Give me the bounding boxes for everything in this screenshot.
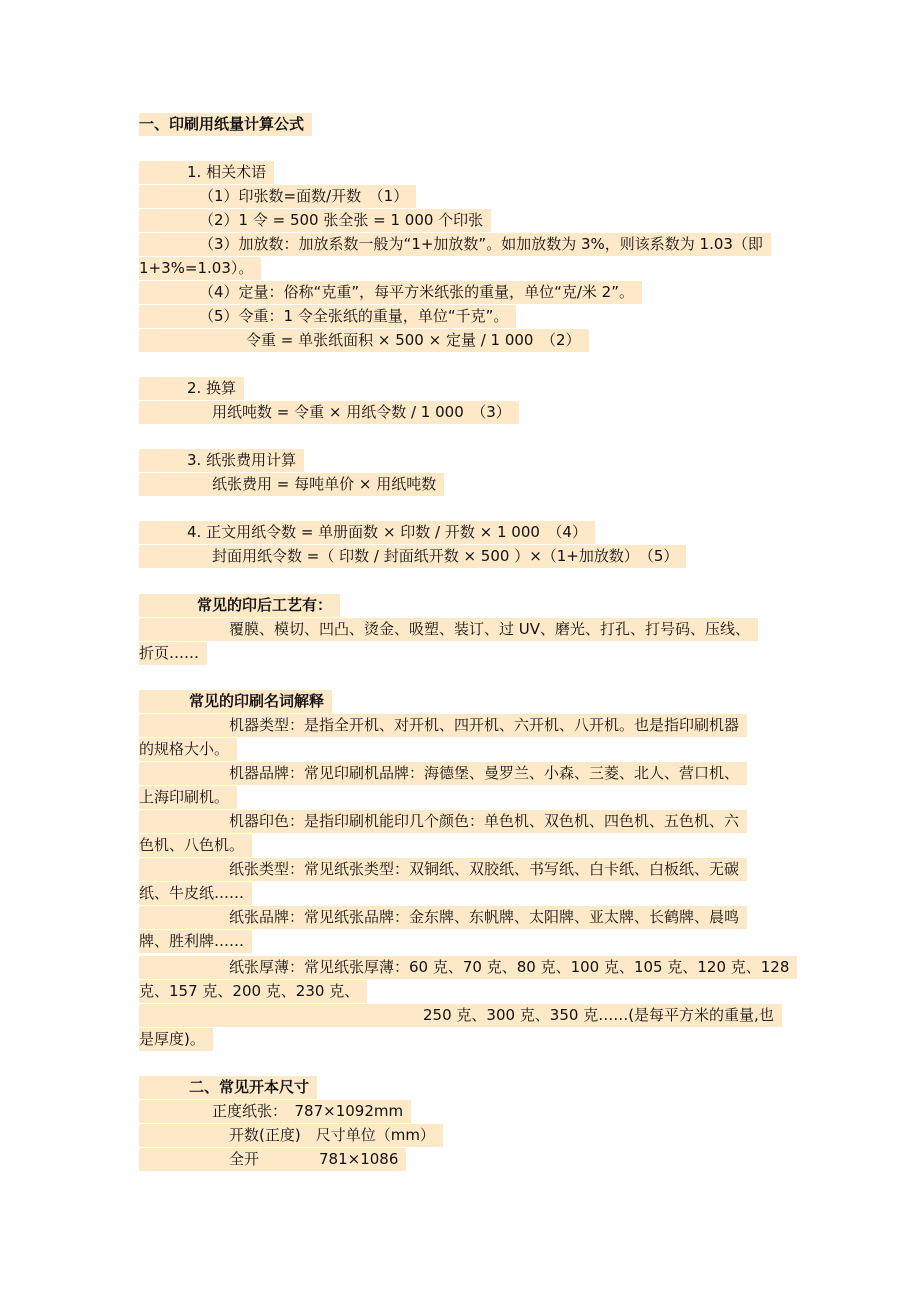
text: （2）1 令 = 500 张全张 = 1 000 个印张: [139, 209, 491, 232]
paragraph-line: [139, 305, 516, 328]
text: 折页……: [139, 642, 207, 665]
text: 克、157 克、200 克、230 克、: [139, 980, 367, 1003]
text: 的规格大小。: [139, 738, 237, 761]
paragraph-line: [139, 209, 491, 232]
paragraph-line: [139, 618, 758, 641]
paragraph-line: [139, 1028, 213, 1051]
text: （5）令重：1 令全张纸的重量，单位“千克”。: [139, 305, 516, 328]
section-heading: [139, 113, 312, 136]
paragraph-line: [139, 786, 237, 809]
section-heading: [139, 690, 332, 713]
section-heading: [139, 1076, 317, 1099]
paragraph-line: [139, 980, 367, 1003]
formula-line: [139, 521, 595, 544]
text: 色机、八色机。: [139, 834, 252, 857]
section-heading: [139, 594, 340, 617]
heading-text: 二、常见开本尺寸: [139, 1076, 317, 1099]
text: （3）加放数：加放系数一般为“1+加放数”。如加放数为 3%，则该系数为 1.03（即: [139, 233, 771, 256]
paragraph-line: [139, 233, 771, 256]
heading-text: 一、印刷用纸量计算公式: [139, 113, 312, 136]
paragraph-line: [139, 858, 747, 881]
text: 开数(正度) 尺寸单位（mm）: [139, 1124, 443, 1147]
paragraph-line: [139, 956, 797, 979]
paragraph-line: [139, 906, 747, 929]
paragraph-line: [139, 185, 416, 208]
paragraph-line: [139, 882, 252, 905]
text: 机器印色：是指印刷机能印几个颜色：单色机、双色机、四色机、五色机、六: [139, 810, 747, 833]
formula-line: [139, 329, 589, 352]
text: 1+3%=1.03）。: [139, 257, 261, 280]
paragraph-line: [139, 714, 747, 737]
size-table-row: [139, 1148, 406, 1171]
paragraph-line: [139, 738, 237, 761]
text: 纸张类型：常见纸张类型：双铜纸、双胶纸、书写纸、白卡纸、白板纸、无碳: [139, 858, 747, 881]
subheading: [139, 449, 304, 472]
text: 覆膜、模切、凹凸、烫金、吸塑、装订、过 UV、磨光、打孔、打号码、压线、: [139, 618, 758, 641]
text: 机器类型：是指全开机、对开机、四开机、六开机、八开机。也是指印刷机器: [139, 714, 747, 737]
subheading: [139, 161, 274, 184]
text: 封面用纸令数 =（ 印数 / 封面纸开数 × 500 ）×（1+加放数） （5）: [139, 545, 686, 568]
text: 3. 纸张费用计算: [139, 449, 304, 472]
text: 纸张品牌：常见纸张品牌：金东牌、东帆牌、太阳牌、亚太牌、长鹤牌、晨鸣: [139, 906, 747, 929]
text: 2. 换算: [139, 377, 244, 400]
text: 上海印刷机。: [139, 786, 237, 809]
text: 纸张厚薄：常见纸张厚薄：60 克、70 克、80 克、100 克、105 克、120 克、128: [139, 956, 797, 979]
text: 4. 正文用纸令数 = 单册面数 × 印数 / 开数 × 1 000 （4）: [139, 521, 595, 544]
formula-line: [139, 401, 519, 424]
heading-text: 常见的印刷名词解释: [139, 690, 332, 713]
text: 是厚度)。: [139, 1028, 213, 1051]
paragraph-line: [139, 257, 261, 280]
subheading: [139, 377, 244, 400]
paragraph-line: [139, 810, 747, 833]
text: 250 克、300 克、350 克……(是每平方米的重量,也: [139, 1004, 782, 1027]
paragraph-line: [139, 834, 252, 857]
text: 机器品牌：常见印刷机品牌：海德堡、曼罗兰、小森、三菱、北人、营口机、: [139, 762, 747, 785]
text: 令重 = 单张纸面积 × 500 × 定量 / 1 000 （2）: [139, 329, 589, 352]
paragraph-line: [139, 1004, 782, 1027]
text: （4）定量：俗称“克重”，每平方米纸张的重量，单位“克/米 2”。: [139, 281, 642, 304]
text: 纸、牛皮纸……: [139, 882, 252, 905]
text: 1. 相关术语: [139, 161, 274, 184]
text: （1）印张数=面数/开数 （1）: [139, 185, 416, 208]
paragraph-line: [139, 762, 747, 785]
paragraph-line: [139, 281, 642, 304]
size-table-header: [139, 1124, 443, 1147]
formula-line: [139, 545, 686, 568]
heading-text: 常见的印后工艺有：: [139, 594, 340, 617]
paragraph-line: [139, 642, 207, 665]
text: 用纸吨数 = 令重 × 用纸令数 / 1 000 （3）: [139, 401, 519, 424]
size-line: [139, 1100, 411, 1123]
text: 纸张费用 = 每吨单价 × 用纸吨数: [139, 473, 444, 496]
formula-line: [139, 473, 444, 496]
text: 全开 781×1086: [139, 1148, 406, 1171]
paragraph-line: [139, 930, 252, 953]
text: 牌、胜利牌……: [139, 930, 252, 953]
text: 正度纸张： 787×1092mm: [139, 1100, 411, 1123]
